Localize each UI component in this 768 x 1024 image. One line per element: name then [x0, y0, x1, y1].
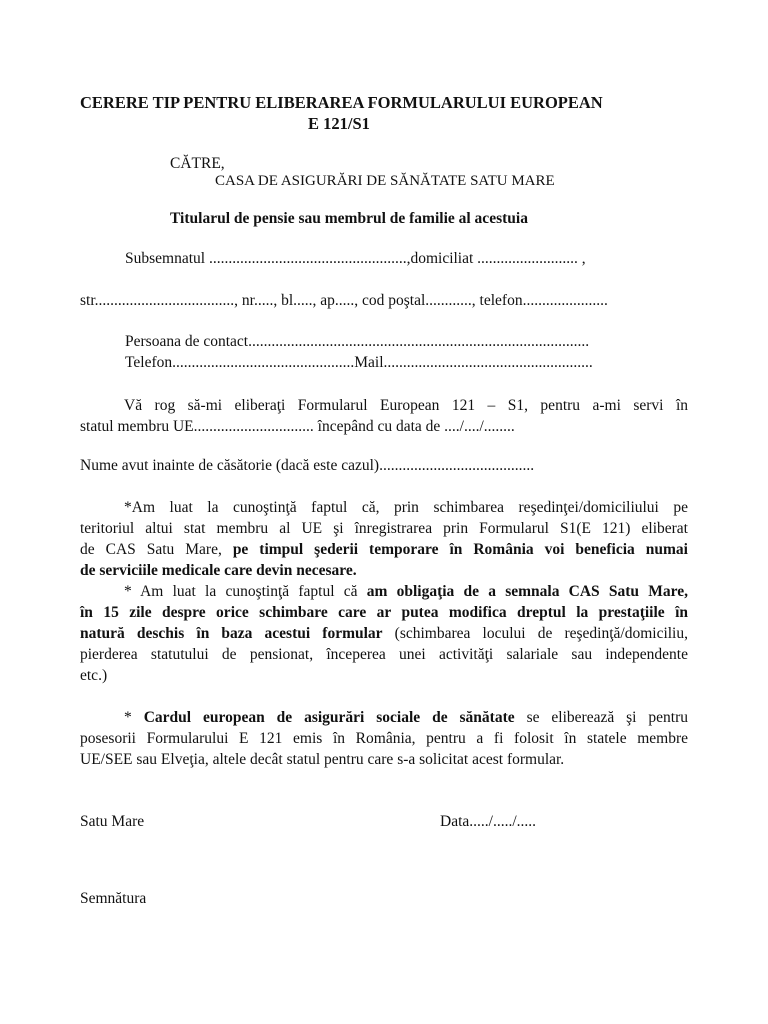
request-line-1: Vă rog să-mi eliberaţi Formularul European 121 – S1, pentru a-mi servi în	[124, 397, 688, 414]
note2-line-3b: (schimbarea locului de reşedinţă/domiciliu,	[382, 625, 688, 642]
field-phone-mail: Telefon...............................................Mail......................................................	[125, 354, 593, 371]
field-subsemnatul: Subsemnatul ...................................................,domiciliat .......................... ,	[125, 250, 586, 267]
note-paragraph-3	[80, 707, 688, 770]
note-paragraph-1	[80, 497, 688, 581]
note3-line-3: UE/SEE sau Elveţia, altele decât statul pentru care s-a solicitat acest formular.	[80, 751, 565, 768]
note3-line-1a: *	[124, 709, 144, 726]
note2-line-3a: natură deschis în baza acestui formular	[80, 625, 383, 642]
note3-line-2: posesorii Formularului E 121 emis în România, pentru a fi folosit în statele membre	[80, 730, 688, 747]
note-paragraph-2	[80, 581, 688, 686]
note3-line-1c: se eliberează şi pentru	[514, 709, 689, 726]
note3-line-1b: Cardul european de asigurări sociale de sănătate	[143, 709, 515, 726]
field-maiden-name: Nume avut inainte de căsătorie (dacă este cazul)........................................	[80, 457, 535, 474]
note1-line-4: de serviciile medicale care devin necesare.	[80, 562, 357, 579]
request-line-2: statul membru UE............................... începând cu data de ..../..../........	[80, 418, 515, 435]
note2-line-4: pierderea statutului de pensionat, începerea unei activităţi salariale sau independente	[80, 646, 688, 663]
note1-line-3b: pe timpul şederii temporare în România voi beneficia numai	[232, 541, 688, 558]
note1-line-2: teritoriul altui stat membru al UE şi înregistrarea prin Formularul S1(E 121) eliberat	[80, 520, 688, 537]
note1-line-1: *Am luat la cunoştinţă faptul că, prin schimbarea reşedinţei/domiciliului pe	[124, 499, 688, 516]
title-line-2: E 121/S1	[308, 114, 370, 133]
note1-line-3a: de CAS Satu Mare,	[80, 541, 233, 558]
addressee-label: CĂTRE,	[170, 155, 225, 172]
field-address: str...................................., nr....., bl....., ap....., cod poştal............, telefon......................	[80, 292, 608, 309]
subtitle: Titularul de pensie sau membrul de familie al acestuia	[170, 210, 528, 227]
date-field: Data...../...../.....	[440, 813, 536, 830]
request-paragraph	[80, 395, 688, 437]
note2-line-5: etc.)	[80, 667, 108, 684]
note2-line-1a: * Am luat la cunoştinţă faptul că	[124, 583, 367, 600]
title-line-1: CERERE TIP PENTRU ELIBERAREA FORMULARULUI EUROPEAN	[80, 93, 603, 112]
note2-line-1b: am obligaţia de a semnala CAS Satu Mare,	[366, 583, 688, 600]
signature-label: Semnătura	[80, 890, 147, 907]
addressee-name: CASA DE ASIGURĂRI DE SĂNĂTATE SATU MARE	[215, 173, 555, 189]
place-label: Satu Mare	[80, 813, 145, 830]
field-contact-person: Persoana de contact........................................................................................	[125, 333, 590, 350]
note2-line-2: în 15 zile despre orice schimbare care ar putea modifica dreptul la prestaţiile în	[80, 604, 688, 621]
